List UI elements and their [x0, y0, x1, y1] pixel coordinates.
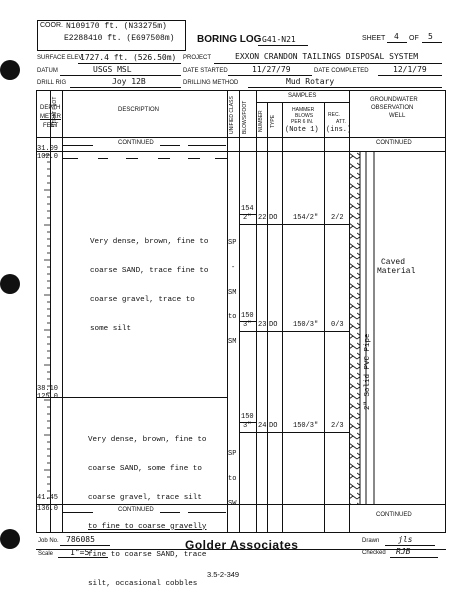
caved-material-label: Material — [377, 267, 416, 276]
layer2-class: SP to SW — [228, 450, 237, 508]
strat-plot-header: STRAT PLOT — [52, 96, 58, 127]
sample-22-type: DO — [269, 214, 278, 222]
sample-23-hammer: 150/3" — [293, 321, 319, 329]
sample-24-type: DO — [269, 422, 278, 430]
depth-header: DEPTH — [40, 105, 61, 111]
hammer-blows-header: BLOWS — [295, 113, 314, 119]
hammer-note-header: (Note 1) — [285, 126, 319, 134]
rec-header: REC. — [328, 112, 340, 118]
continued-bottom-well: CONTINUED — [376, 512, 412, 518]
datum-label: DATUM — [37, 68, 58, 74]
depth-meter-mid: 38.10 — [37, 385, 59, 393]
blows-foot-header: BLOWS/FOOT — [242, 100, 248, 134]
sample-24-recovery: 2/3 — [331, 422, 344, 430]
sample-24-number: 24 — [258, 422, 267, 430]
sheet-number: 4 — [394, 32, 399, 41]
unified-class-header: UNIFIED CLASS — [229, 96, 235, 134]
continued-top-well: CONTINUED — [376, 140, 412, 146]
coord-label: COOR. — [40, 22, 63, 29]
att-header: ATT. — [336, 119, 346, 125]
page-reference: 3.5-2-349 — [207, 570, 240, 579]
sample-23-number: 23 — [258, 321, 267, 329]
sample-24-hammer: 150/3" — [293, 422, 319, 430]
scale-value: 1"=5' — [70, 548, 95, 557]
sample-23-recovery: 0/3 — [331, 321, 344, 329]
type-header: TYPE — [270, 114, 276, 128]
caved-label: Caved — [381, 258, 406, 267]
layer1-class: SP - SM to SM — [228, 239, 237, 346]
sheet-of-label: OF — [409, 35, 419, 42]
depth-feet-end: 136.0 — [37, 505, 59, 513]
drill-rig-label: DRILL RIG — [37, 80, 67, 86]
number-header: NUMBER — [258, 110, 264, 132]
observation-header: OBSERVATION — [371, 105, 414, 111]
sheet-total: 5 — [428, 32, 433, 41]
binder-hole-middle — [0, 274, 20, 294]
drawn-label: Drawn — [362, 538, 380, 544]
coord-easting: E2288410 ft. (E697508m) — [64, 34, 175, 43]
samples-header: SAMPLES — [288, 93, 317, 99]
coord-northing: N109170 ft. (N33275m) — [66, 22, 167, 31]
sample-22-hammer: 154/2" — [293, 214, 319, 222]
depth-feet-start: 102.0 — [37, 153, 59, 161]
company-name: Golder Associates — [185, 538, 299, 552]
surface-elev-label: SURFACE ELEV. — [37, 55, 84, 61]
job-no-label: Job No. — [38, 538, 59, 544]
date-completed-label: DATE COMPLETED — [314, 68, 369, 74]
project-label: PROJECT — [183, 55, 212, 61]
sample-22-blows-top: 154 — [241, 205, 254, 213]
layer1-description: Very dense, brown, fine to coarse SAND, trace fine to coarse gravel, trace to some silt — [90, 238, 209, 333]
depth-meter-end: 41.45 — [37, 494, 59, 502]
pipe-label: 2" Solid PVC Pipe — [364, 333, 372, 410]
sheet-label: SHEET — [362, 35, 386, 42]
description-header: DESCRIPTION — [118, 107, 160, 113]
surface-elev-value: 1727.4 ft. (526.50m) — [80, 53, 177, 62]
continued-bottom: CONTINUED — [118, 507, 154, 513]
depth-meter-header: METER — [40, 114, 61, 120]
binder-hole-top — [0, 60, 20, 80]
depth-feet-mid: 125.0 — [37, 393, 59, 401]
job-no-value: 786085 — [66, 535, 95, 544]
sample-23-blows-top: 150 — [241, 312, 254, 320]
drawn-value: jls — [398, 535, 413, 544]
datum-value: USGS MSL — [93, 65, 132, 74]
binder-hole-bottom — [0, 529, 20, 549]
checked-label: Checked — [362, 550, 386, 556]
well-header: WELL — [389, 113, 406, 119]
observation-well-diagram — [349, 151, 446, 504]
boring-number: G41-N21 — [262, 35, 296, 44]
sample-22-blows-bottom: 2" — [243, 214, 252, 222]
date-started-label: DATE STARTED — [183, 68, 228, 74]
scale-label: Scale — [38, 551, 54, 557]
groundwater-header: GROUNDWATER — [370, 97, 418, 103]
date-started-value: 11/27/79 — [252, 65, 291, 74]
date-completed-value: 12/1/79 — [393, 65, 427, 74]
depth-meter-start: 31.09 — [37, 145, 59, 153]
sample-24-blows-top: 150 — [241, 413, 254, 421]
sample-22-number: 22 — [258, 214, 267, 222]
project-value: EXXON CRANDON TAILINGS DISPOSAL SYSTEM — [235, 52, 419, 61]
layer2-boundary-dash — [62, 397, 78, 398]
continued-top: CONTINUED — [118, 140, 154, 146]
drilling-method-value: Mud Rotary — [286, 77, 335, 86]
boring-log-title: BORING LOG — [197, 34, 262, 45]
drilling-method-label: DRILLING METHOD — [183, 80, 239, 86]
depth-feet-header: FEET — [43, 123, 59, 129]
ins-header: (ins.) — [326, 126, 352, 134]
drill-rig-value: Joy 12B — [112, 77, 146, 86]
sample-22-recovery: 2/2 — [331, 214, 344, 222]
hammer-per-header: PER 6 IN. — [291, 119, 314, 125]
depth-ruler — [36, 151, 51, 505]
sample-24-blows-bottom: 3" — [243, 422, 252, 430]
layer2-description: Very dense, brown, fine to coarse SAND, some fine to coarse gravel, trace silt to fine to coarse gravelly fine to coarse SAND, trace silt, occasional cobbles — [88, 436, 207, 589]
sample-23-blows-bottom: 3" — [243, 321, 252, 329]
sample-23-type: DO — [269, 321, 278, 329]
layer1-boundary-dash — [62, 158, 78, 159]
checked-value: RJB — [396, 547, 411, 556]
hammer-header: HAMMER — [292, 107, 315, 113]
